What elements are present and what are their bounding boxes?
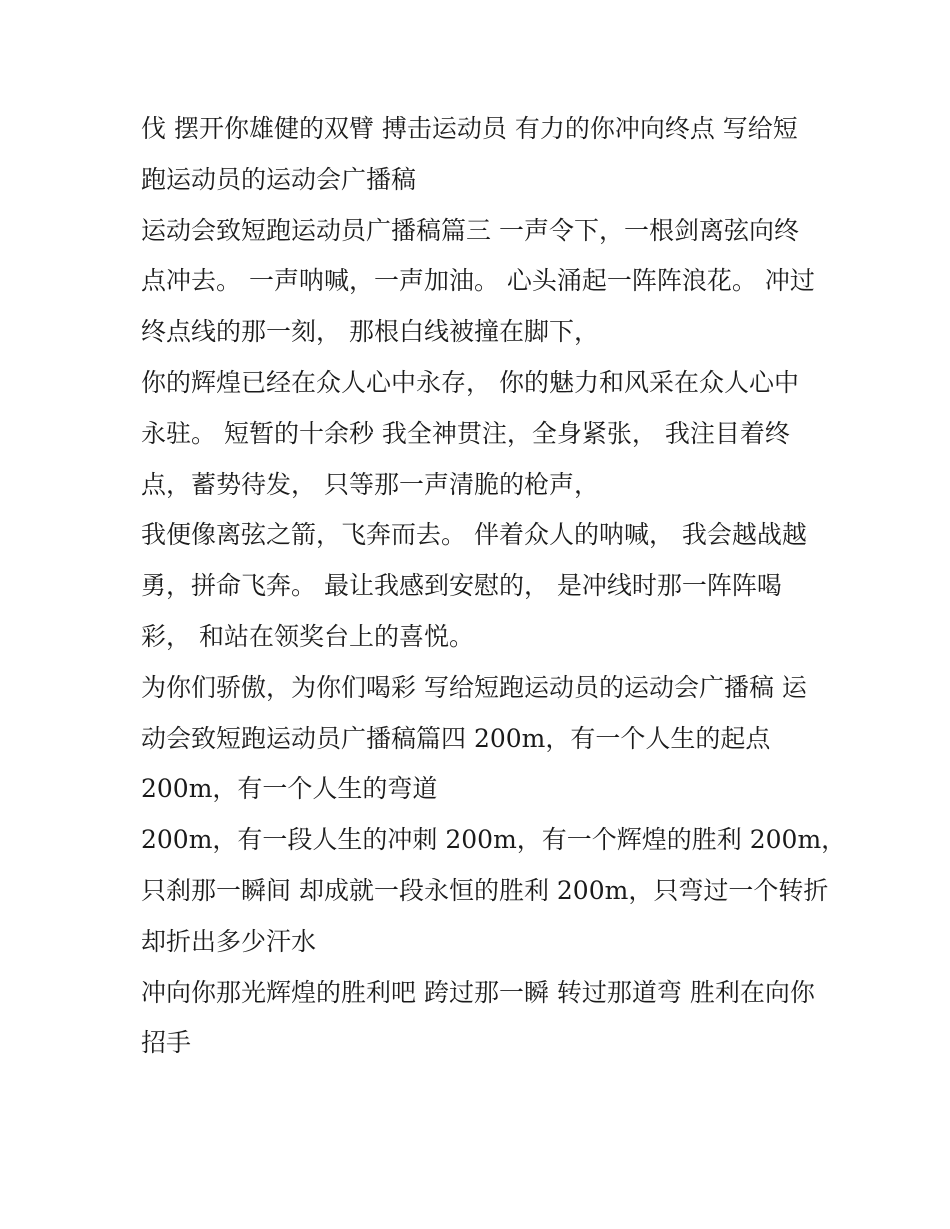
text-line: 点冲去。 一声呐喊，一声加油。 心头涌起一阵阵浪花。 冲过 — [141, 266, 815, 296]
text-line: 终点线的那一刻， 那根白线被撞在脚下， — [141, 317, 599, 347]
text-line: 动会致短跑运动员广播稿篇四 200m，有一个人生的起点 — [141, 723, 771, 753]
text-line: 伐 摆开你雄健的双臂 搏击运动员 有力的你冲向终点 写给短 — [141, 114, 798, 143]
text-line: 永驻。 短暂的十余秒 我全神贯注，全身紧张， 我注目着终 — [141, 418, 790, 448]
text-line: 跑运动员的运动会广播稿 — [141, 164, 417, 194]
paragraph-5 — [141, 663, 821, 815]
paragraph-7 — [141, 968, 821, 1070]
paragraph-4 — [141, 510, 821, 662]
text-line: 200m，有一个人生的弯道 — [141, 774, 438, 804]
text-line: 只刹那一瞬间 却成就一段永恒的胜利 200m，只弯过一个转折 — [141, 875, 829, 905]
text-line: 你的辉煌已经在众人心中永存， 你的魅力和风采在众人心中 — [141, 367, 799, 397]
text-line: 冲向你那光辉煌的胜利吧 跨过那一瞬 转过那道弯 胜利在向你 — [141, 977, 815, 1007]
text-line: 为你们骄傲，为你们喝彩 写给短跑运动员的运动会广播稿 运 — [141, 672, 807, 702]
text-line: 点，蓄势待发， 只等那一声清脆的枪声， — [141, 469, 599, 499]
text-line: 勇，拼命飞奔。 最让我感到安慰的， 是冲线时那一阵阵喝 — [141, 571, 782, 601]
text-line: 运动会致短跑运动员广播稿篇三 一声令下，一根剑离弦向终 — [141, 215, 799, 245]
document-body — [141, 104, 847, 1069]
paragraph-1 — [141, 104, 821, 206]
paragraph-3 — [141, 358, 821, 510]
text-line: 我便像离弦之箭，飞奔而去。 伴着众人的呐喊， 我会越战越 — [141, 520, 807, 550]
paragraph-6 — [141, 815, 847, 967]
text-line: 200m，有一段人生的冲刺 200m，有一个辉煌的胜利 200m， — [141, 825, 847, 855]
paragraph-2 — [141, 206, 821, 358]
text-line: 彩， 和站在领奖台上的喜悦。 — [141, 621, 474, 651]
text-line: 招手 — [141, 1028, 192, 1058]
text-line: 却折出多少汗水 — [141, 926, 317, 956]
